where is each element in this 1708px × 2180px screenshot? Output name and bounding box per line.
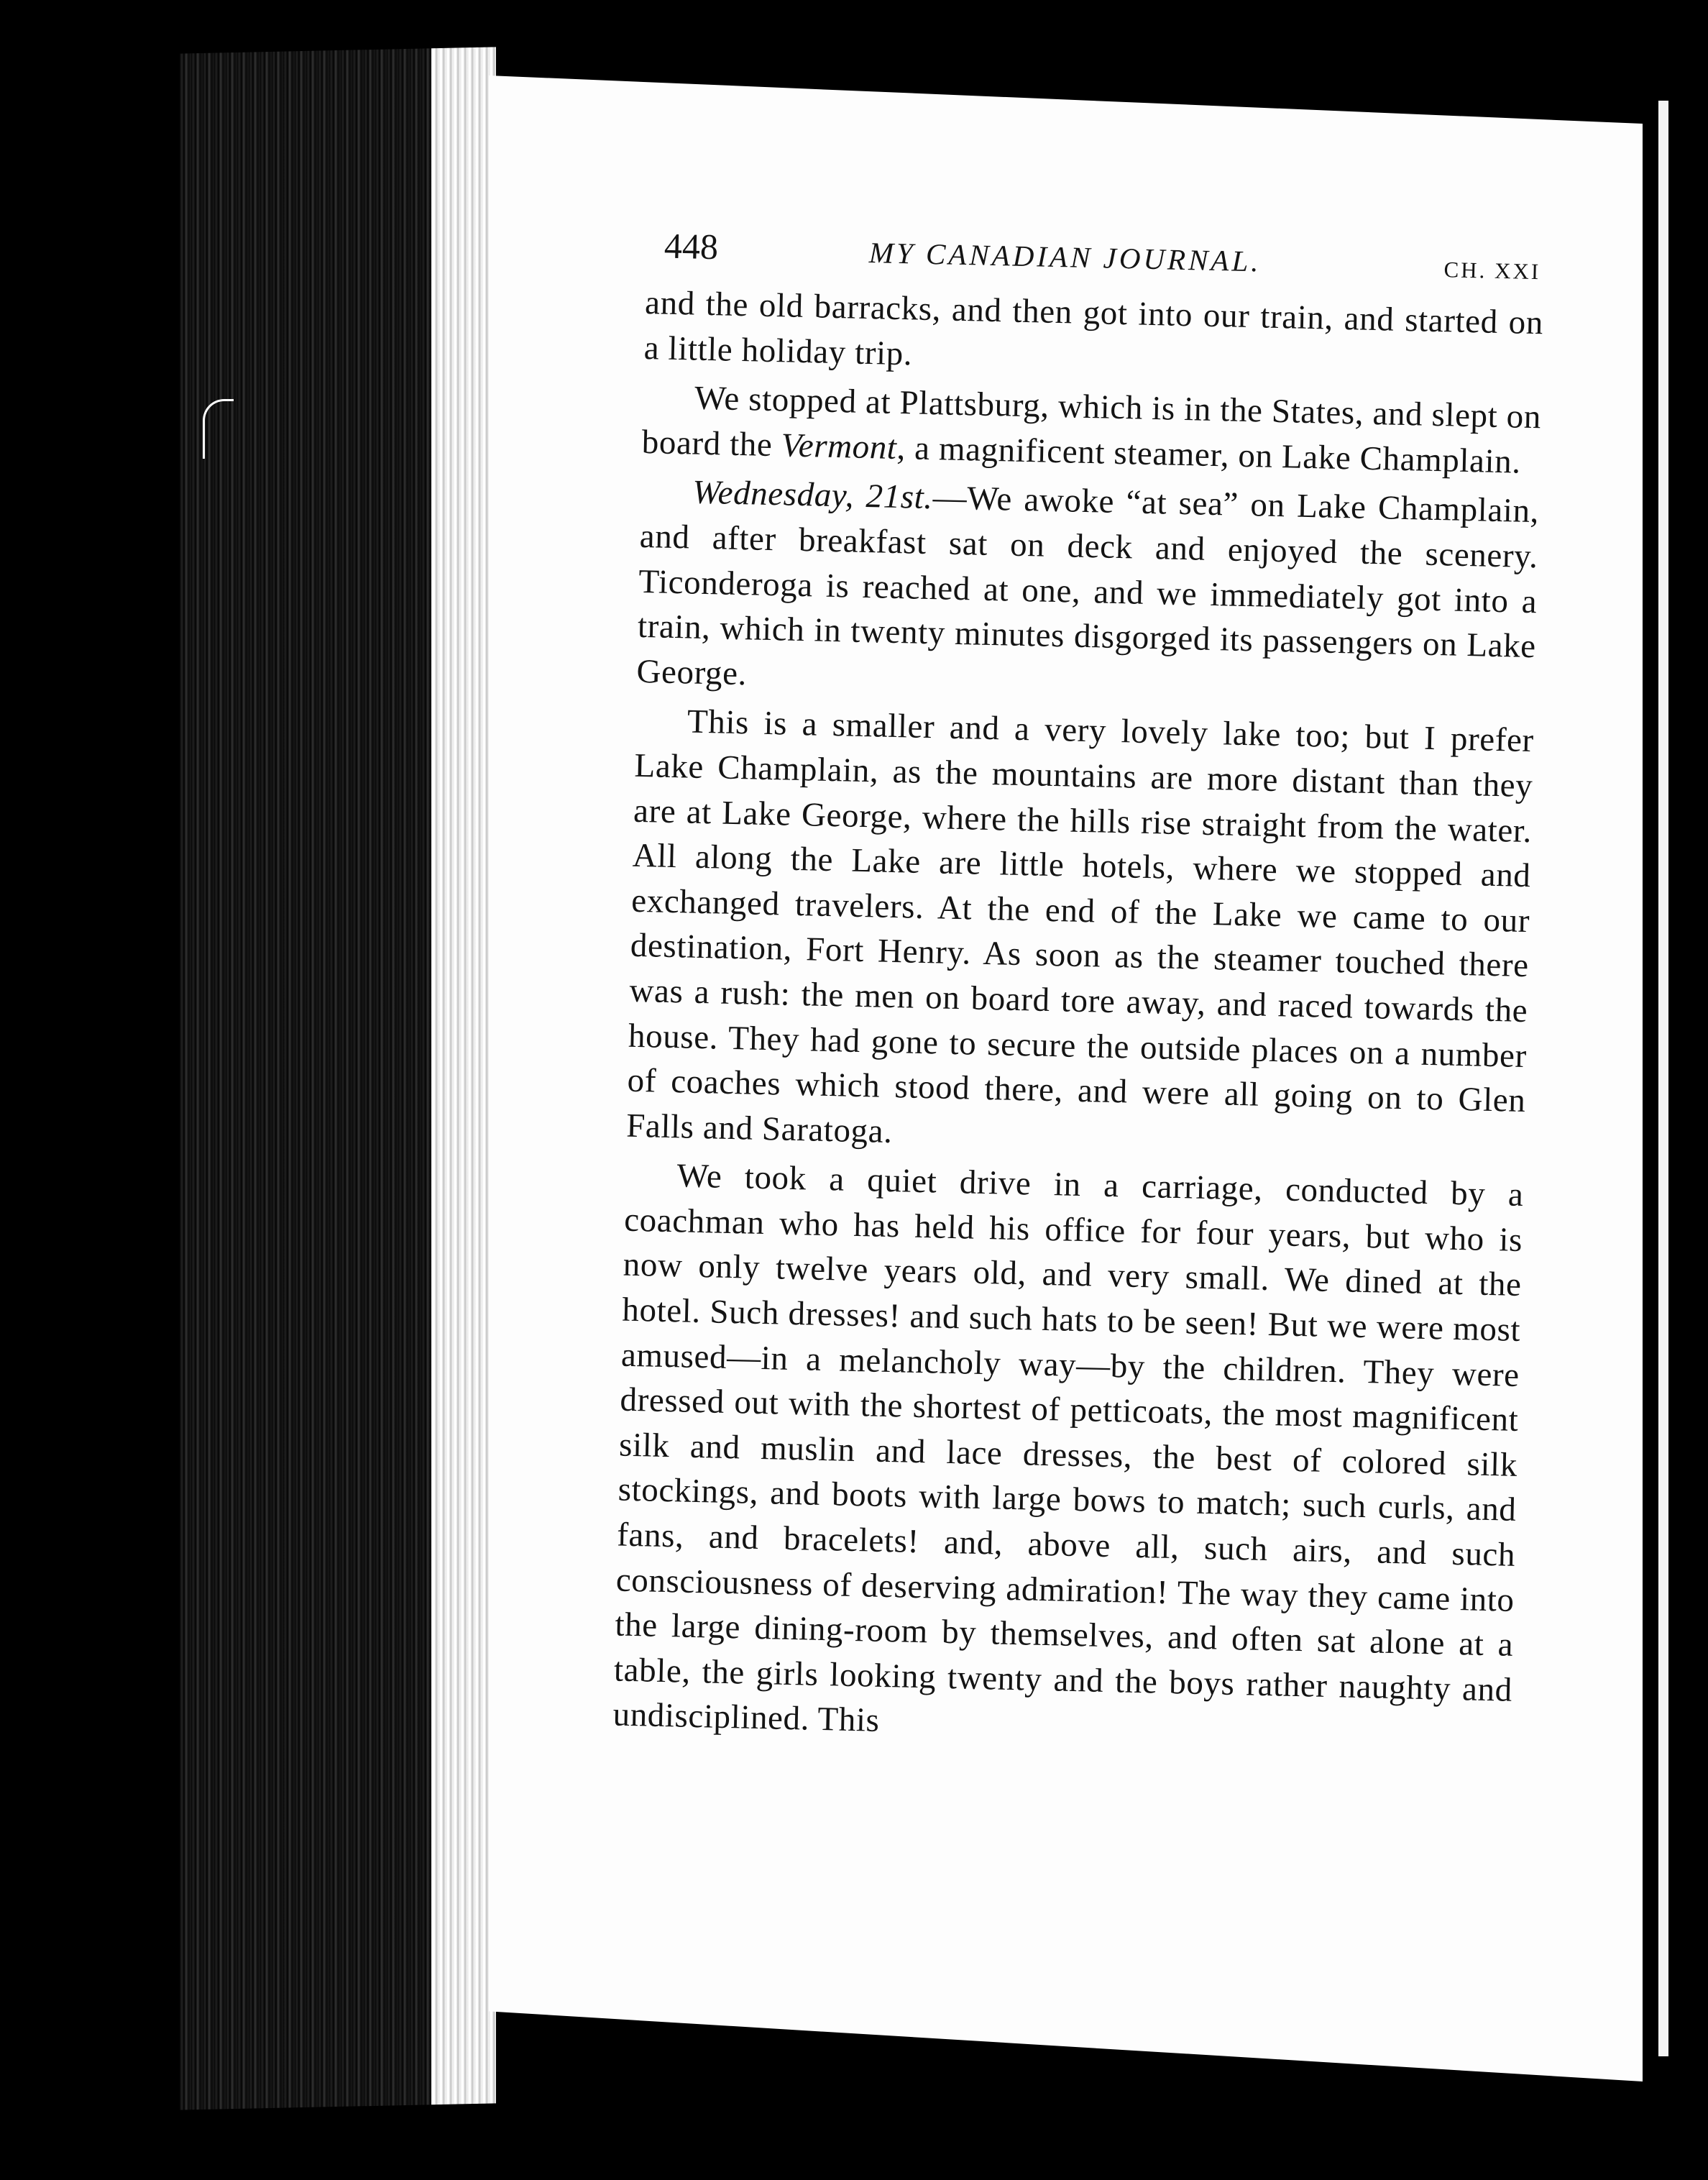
paragraph-3: Wednesday, 21st.—We awoke “at sea” on Lake Champlain, and after breakfast sat on deck and enjoyed the scenery. Ticonderoga is reached at one, and we immediately got into a train, which in twenty minutes disgorged its passengers on Lake George. xyxy=(636,473,1540,693)
paragraph-1: and the old barracks, and then got into our train, and started on a little holiday trip. xyxy=(643,283,1544,373)
page-number: 448 xyxy=(664,225,719,267)
chapter-label: CH. XXI xyxy=(1443,257,1541,285)
next-page-edge xyxy=(1643,101,1708,2056)
running-title: MY CANADIAN JOURNAL. xyxy=(868,236,1262,278)
paragraph-5: We took a quiet drive in a carriage, conducted by a coachman who has held his office for four years, but who is now only twelve years old, and very small. We dined at the hotel. Such dresses! and such hats to be seen! But we were most amused—in a melancholy way—by the children. They were dressed out with the shortest of petticoats, the most magnificent silk and muslin and lace dresses, the best of colored silk stockings, and boots with large bows to match; such curls, and fans, and bracelets! and, above all, such airs, and such consciousness of deserving admiration! The way they came into the large dining-room by themselves, and often sat alone at a table, the girls looking twenty and the boys rather naughty and undisciplined. This xyxy=(612,1157,1524,1740)
page-edges xyxy=(180,47,496,2110)
page-content xyxy=(612,216,1546,1758)
ship-name: Vermont xyxy=(781,426,898,467)
margin-mark xyxy=(203,399,234,459)
paragraph-4: This is a smaller and a very lovely lake too; but I prefer Lake Champlain, as the mountains are more distant than they are at Lake George, where the hills rise straight from the water. All along the Lake are little hotels, where we stopped and exchanged travelers. At the end of the Lake we came to our destination, Fort Henry. As soon as the steamer touched there was a rush: the men on board tore away, and raced towards the house. They had gone to secure the outside places on a number of coaches which stood there, and were all going on to Glen Falls and Saratoga. xyxy=(625,702,1535,1150)
diary-date: Wednesday, 21st. xyxy=(692,473,934,517)
paragraph-2: We stopped at Plattsburg, which is in the States, and slept on board the Vermont, a magnificent steamer, on Lake Champlain. xyxy=(641,379,1542,481)
body-text xyxy=(612,280,1544,1758)
